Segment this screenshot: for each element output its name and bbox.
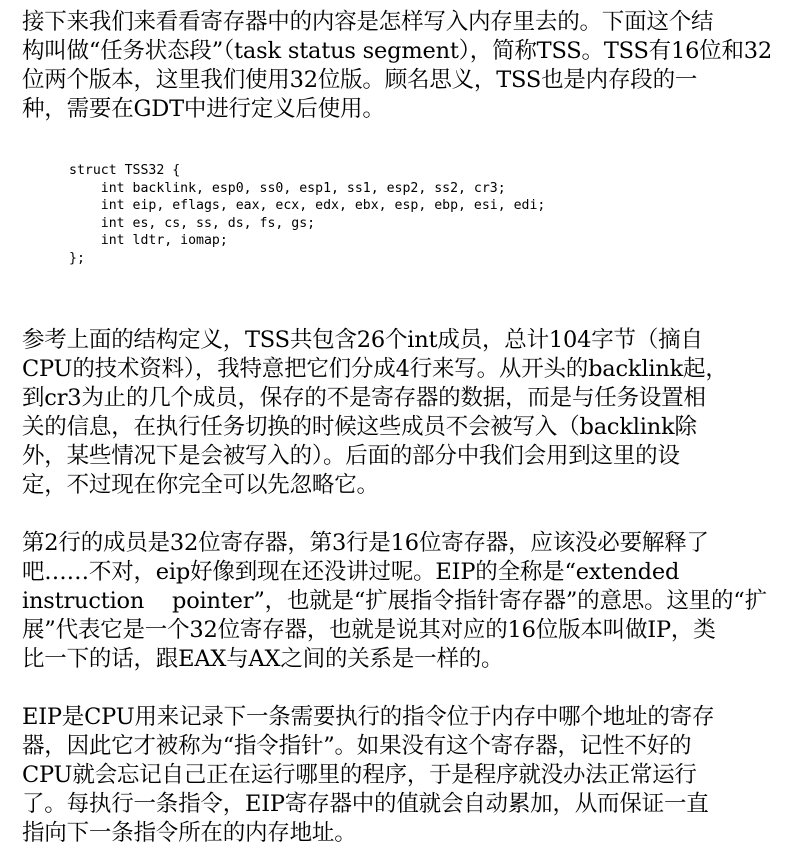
text-line: 吧……不对，eip好像到现在还没讲过呢。EIP的全称是“extended [22, 558, 680, 585]
text-line: 种，需要在GDT中进行定义后使用。 [22, 96, 385, 122]
text-line: 器，因此它才被称为“指令指针”。如果没有这个寄存器，记性不好的 [22, 732, 692, 759]
text-line: instruction pointer”，也就是“扩展指令指针寄存器”的意思。这里的“扩 [22, 587, 767, 614]
text-line: 指向下一条指令所在的内存地址。 [22, 819, 357, 846]
text-line: CPU就会忘记自己正在运行哪里的程序，于是程序就没办法正常运行 [22, 761, 697, 788]
code-block [69, 162, 783, 268]
intro-paragraph [22, 8, 783, 124]
registers-paragraph [22, 529, 783, 674]
text-line: 关的信息，在执行任务切换的时候这些成员不会被写入（backlink除 [22, 413, 697, 440]
code-line: int es, cs, ss, ds, fs, gs; [69, 215, 316, 231]
eip-paragraph [22, 703, 783, 848]
text-line: 定，不过现在你完全可以先忽略它。 [22, 471, 379, 498]
text-line: 到cr3为止的几个成员，保存的不是寄存器的数据，而是与任务设置相 [22, 384, 706, 411]
text-line: 比一下的话，跟EAX与AX之间的关系是一样的。 [22, 645, 504, 672]
text-line: 了。每执行一条指令，EIP寄存器中的值就会自动累加，从而保证一直 [22, 790, 709, 817]
code-line: struct TSS32 { [69, 163, 181, 178]
text-line: 外，某些情况下是会被写入的）。后面的部分中我们会用到这里的设 [22, 442, 680, 469]
spacer [22, 500, 783, 529]
text-line: 接下来我们来看看寄存器中的内容是怎样写入内存里去的。下面这个结 [22, 9, 714, 35]
spacer [22, 268, 783, 326]
code-line: int eip, eflags, eax, ecx, edx, ebx, esp, ebp, esi, edi; [69, 198, 546, 214]
code-line: }; [69, 250, 85, 266]
text-line: EIP是CPU用来记录下一条需要执行的指令位于内存中哪个地址的寄存 [22, 703, 715, 730]
text-line: 展”代表它是一个32位寄存器，也就是说其对应的16位版本叫做IP，类 [22, 616, 716, 643]
text-line: CPU的技术资料），我特意把它们分成4行来写。从开头的backlink起， [22, 355, 728, 382]
structure-paragraph [22, 326, 783, 500]
text-line: 参考上面的结构定义，TSS共包含26个int成员，总计104字节（摘自 [22, 326, 703, 353]
code-line: int ldtr, iomap; [69, 233, 228, 249]
text-line: 构叫做“任务状态段”（task status segment），简称TSS。TSS有16位和32 [22, 38, 773, 64]
code-line: int backlink, esp0, ss0, esp1, ss1, esp2, ss2, cr3; [69, 180, 506, 196]
text-line: 位两个版本，这里我们使用32位版。顾名思义，TSS也是内存段的一 [22, 67, 698, 93]
spacer [22, 674, 783, 703]
text-line: 第2行的成员是32位寄存器，第3行是16位寄存器，应该没必要解释了 [22, 529, 709, 556]
